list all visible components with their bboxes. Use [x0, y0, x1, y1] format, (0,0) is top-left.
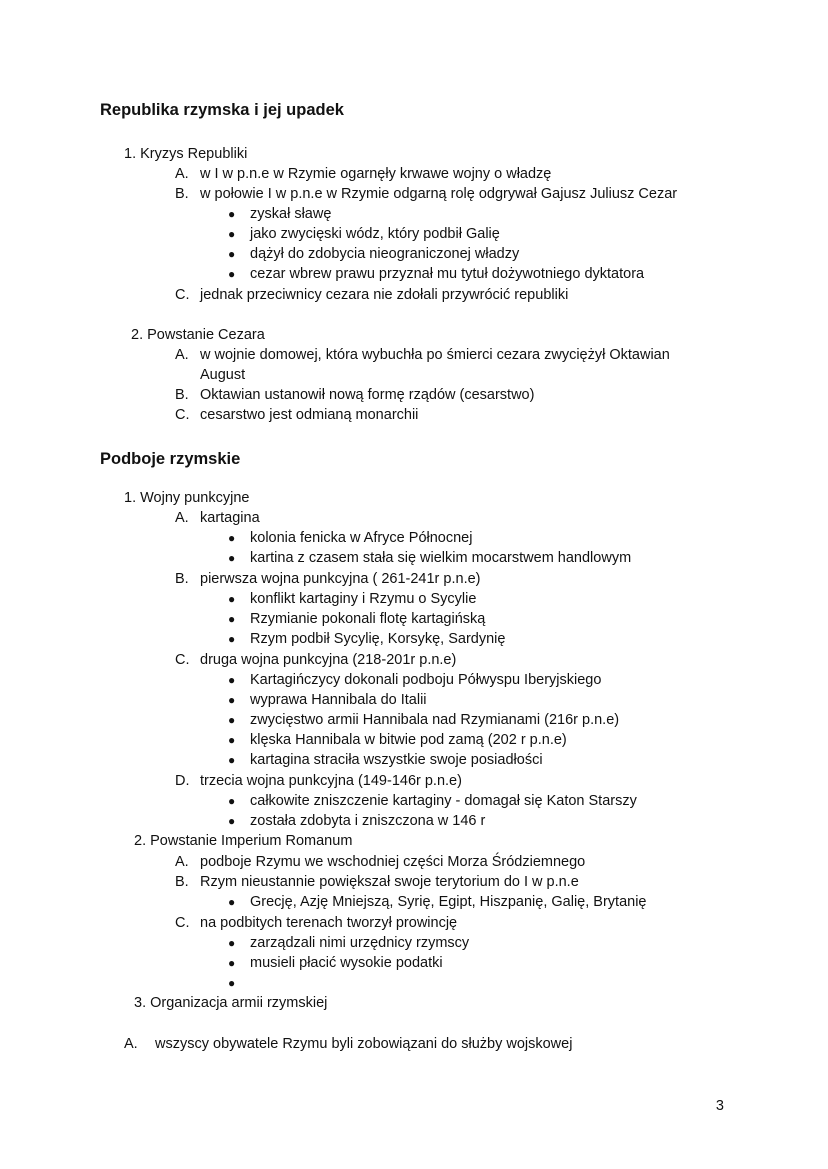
bullet-item: została zdobyta i zniszczona w 146 r: [250, 813, 486, 829]
bullet-icon: ●: [228, 247, 236, 261]
bullet-item: wyprawa Hannibala do Italii: [250, 692, 427, 708]
bullet-icon: ●: [228, 794, 236, 808]
list-item: 1. Kryzys Republiki: [124, 146, 248, 162]
bullet-item: cezar wbrew prawu przyznał mu tytuł dożywotniego dyktatora: [250, 266, 645, 282]
bullet-item: kartagina straciła wszystkie swoje posiadłości: [250, 752, 543, 768]
bullet-icon: ●: [228, 632, 236, 646]
sub-item: trzecia wojna punkcyjna (149-146r p.n.e): [200, 773, 462, 789]
trailing-marker: A.: [124, 1036, 138, 1052]
bullet-item: konflikt kartaginy i Rzymu o Sycylie: [250, 591, 477, 607]
bullet-item: Rzym podbił Sycylię, Korsykę, Sardynię: [250, 631, 506, 647]
sub-item: Oktawian ustanowił nową formę rządów (cesarstwo): [200, 387, 535, 403]
sub-item: pierwsza wojna punkcyjna ( 261-241r p.n.e): [200, 571, 481, 587]
bullet-icon: ●: [228, 693, 236, 707]
sub-marker: A.: [175, 854, 189, 870]
sub-item-continuation: August: [200, 367, 246, 383]
bullet-item: Grecję, Azję Mniejszą, Syrię, Egipt, Hiszpanię, Galię, Brytanię: [250, 894, 647, 910]
bullet-item: Kartagińczycy dokonali podboju Półwyspu Iberyjskiego: [250, 672, 602, 688]
sub-item: na podbitych terenach tworzył prowincję: [200, 915, 458, 931]
sub-marker: A.: [175, 347, 189, 363]
sub-item: cesarstwo jest odmianą monarchii: [200, 407, 419, 423]
list-item: 3. Organizacja armii rzymskiej: [134, 995, 328, 1011]
sub-item: kartagina: [200, 510, 260, 526]
bullet-icon: ●: [228, 753, 236, 767]
bullet-icon: ●: [228, 733, 236, 747]
sub-item: w połowie I w p.n.e w Rzymie odgarną rolę odgrywał Gajusz Juliusz Cezar: [200, 186, 678, 202]
sub-item: jednak przeciwnicy cezara nie zdołali przywrócić republiki: [200, 287, 569, 303]
list-item: 1. Wojny punkcyjne: [124, 490, 250, 506]
sub-item: podboje Rzymu we wschodniej części Morza Śródziemnego: [200, 854, 586, 870]
bullet-icon: ●: [228, 267, 236, 281]
page-number: 3: [715, 1098, 724, 1114]
sub-marker: B.: [175, 387, 189, 403]
bullet-icon: ●: [228, 713, 236, 727]
bullet-icon: ●: [228, 207, 236, 221]
sub-item: druga wojna punkcyjna (218-201r p.n.e): [200, 652, 457, 668]
bullet-icon: ●: [228, 592, 236, 606]
bullet-icon: ●: [228, 814, 236, 828]
section-title: Republika rzymska i jej upadek: [100, 101, 344, 119]
sub-marker: C.: [175, 915, 190, 931]
bullet-item: jako zwycięski wódz, który podbił Galię: [250, 226, 500, 242]
sub-marker: D.: [175, 773, 190, 789]
sub-item: w I w p.n.e w Rzymie ogarnęły krwawe wojny o władzę: [200, 166, 552, 182]
bullet-item: musieli płacić wysokie podatki: [250, 955, 443, 971]
bullet-icon: ●: [228, 895, 236, 909]
sub-marker: B.: [175, 186, 189, 202]
bullet-icon: ●: [228, 936, 236, 950]
bullet-icon: ●: [228, 673, 236, 687]
trailing-item: wszyscy obywatele Rzymu byli zobowiązani do służby wojskowej: [155, 1036, 573, 1052]
bullet-item: zarządzali nimi urzędnicy rzymscy: [250, 935, 470, 951]
sub-item: w wojnie domowej, która wybuchła po śmierci cezara zwyciężył Oktawian: [200, 347, 670, 363]
bullet-item: klęska Hannibala w bitwie pod zamą (202 r p.n.e): [250, 732, 567, 748]
bullet-icon: ●: [228, 227, 236, 241]
bullet-item: zwycięstwo armii Hannibala nad Rzymianami (216r p.n.e): [250, 712, 620, 728]
bullet-icon: ●: [228, 531, 236, 545]
sub-marker: C.: [175, 287, 190, 303]
sub-marker: B.: [175, 571, 189, 587]
list-item: 2. Powstanie Imperium Romanum: [134, 833, 353, 849]
sub-marker: C.: [175, 652, 190, 668]
bullet-icon: ●: [228, 956, 236, 970]
bullet-item: dążył do zdobycia nieograniczonej władzy: [250, 246, 520, 262]
list-item: 2. Powstanie Cezara: [131, 327, 265, 343]
bullet-icon: ●: [228, 976, 236, 990]
sub-marker: B.: [175, 874, 189, 890]
sub-marker: C.: [175, 407, 190, 423]
section-title: Podboje rzymskie: [100, 450, 241, 468]
sub-marker: A.: [175, 166, 189, 182]
bullet-item: kolonia fenicka w Afryce Północnej: [250, 530, 473, 546]
bullet-item: całkowite zniszczenie kartaginy - domagał się Katon Starszy: [250, 793, 637, 809]
bullet-item: kartina z czasem stała się wielkim mocarstwem handlowym: [250, 550, 632, 566]
bullet-icon: ●: [228, 612, 236, 626]
bullet-icon: ●: [228, 551, 236, 565]
sub-marker: A.: [175, 510, 189, 526]
bullet-item: Rzymianie pokonali flotę kartagińską: [250, 611, 486, 627]
bullet-item: zyskał sławę: [250, 206, 332, 222]
sub-item: Rzym nieustannie powiększał swoje terytorium do I w p.n.e: [200, 874, 579, 890]
